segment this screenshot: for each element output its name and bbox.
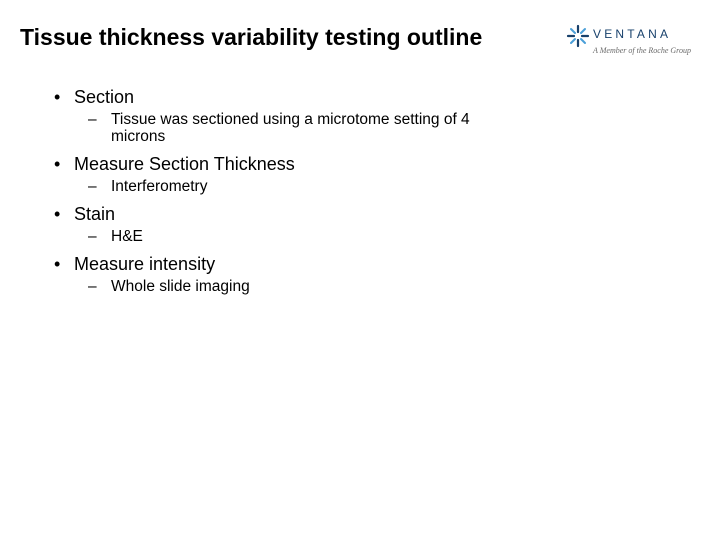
sub-bullet-marker: – bbox=[88, 278, 97, 295]
logo-tagline: A Member of the Roche Group bbox=[593, 46, 691, 55]
logo-wordmark: VENTANA bbox=[593, 27, 672, 41]
bullet-marker: • bbox=[54, 254, 61, 274]
bullet-group-measure-thickness bbox=[54, 152, 674, 195]
sub-bullet-item bbox=[54, 228, 471, 245]
sub-bullet-text: Whole slide imaging bbox=[111, 278, 250, 295]
slide-title: Tissue thickness variability testing outline bbox=[20, 24, 483, 50]
bullet-item bbox=[54, 202, 674, 226]
bullet-item bbox=[54, 252, 674, 276]
sub-bullet-text: Interferometry bbox=[111, 178, 208, 195]
bullet-item bbox=[54, 85, 674, 109]
bullet-marker: • bbox=[54, 204, 61, 224]
sub-bullet-text: Tissue was sectioned using a microtome setting of 4 microns bbox=[111, 111, 470, 145]
bullet-marker: • bbox=[54, 87, 61, 107]
sub-bullet-text: H&E bbox=[111, 228, 143, 245]
sub-bullet-item bbox=[54, 278, 471, 295]
bullet-label: Measure intensity bbox=[74, 254, 216, 274]
bullet-group-measure-intensity bbox=[54, 252, 674, 295]
bullet-group-section bbox=[54, 85, 674, 145]
bullet-label: Measure Section Thickness bbox=[74, 154, 295, 174]
sub-bullet-item bbox=[54, 178, 471, 195]
sub-bullet-item bbox=[54, 111, 471, 145]
bullet-item bbox=[54, 152, 674, 176]
ventana-logo bbox=[566, 20, 690, 62]
bullet-list bbox=[54, 85, 674, 302]
sub-bullet-marker: – bbox=[88, 111, 97, 128]
sub-bullet-marker: – bbox=[88, 178, 97, 195]
bullet-group-stain bbox=[54, 202, 674, 245]
bullet-label: Section bbox=[74, 87, 135, 107]
bullet-label: Stain bbox=[74, 204, 116, 224]
sub-bullet-marker: – bbox=[88, 228, 97, 245]
bullet-marker: • bbox=[54, 154, 61, 174]
ventana-starburst-icon bbox=[566, 24, 590, 48]
